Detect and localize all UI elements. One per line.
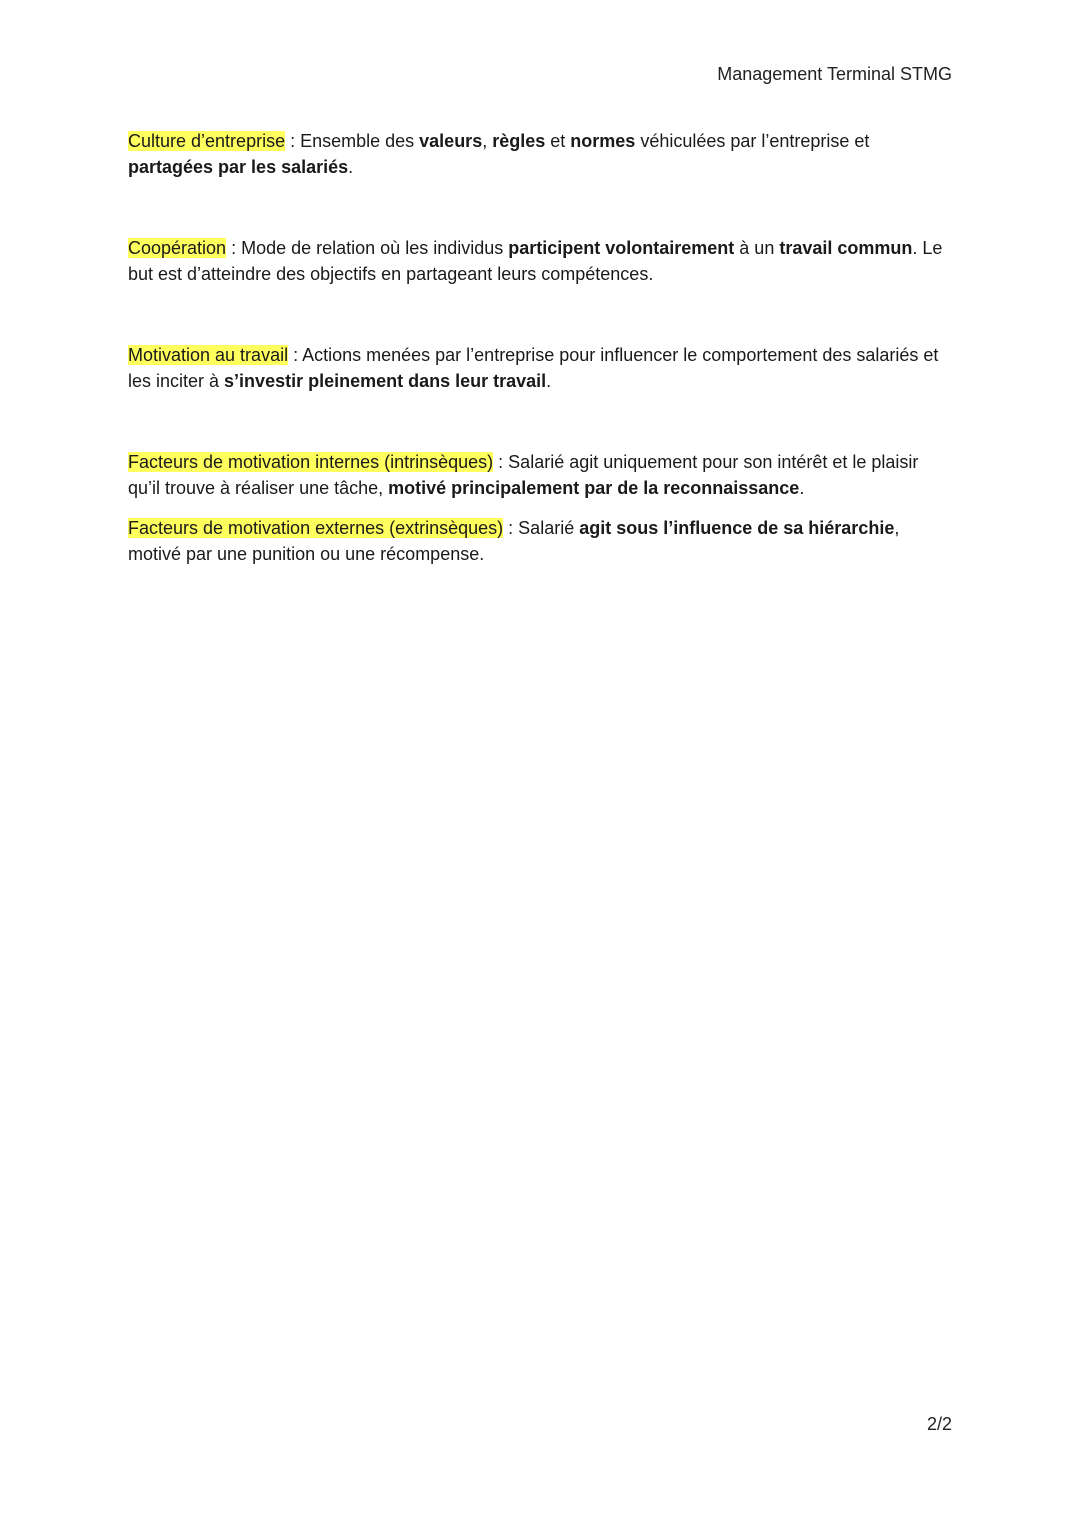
definition-bold-text: valeurs [419, 131, 483, 151]
definition-internal-factors [128, 449, 953, 501]
definition-text: . [799, 478, 805, 498]
definition-term: Motivation au travail [128, 345, 289, 365]
definition-bold-text: partagées par les salariés [128, 157, 349, 177]
definition-bold-text: participent volontairement [508, 238, 735, 258]
definition-text: , [482, 131, 493, 151]
definition-bold-text: agit sous l’influence de sa hiérarchie [579, 518, 895, 538]
definition-culture [128, 128, 953, 180]
definition-cooperation [128, 235, 953, 287]
definition-external-factors [128, 515, 953, 567]
page-header: Management Terminal STMG [717, 64, 952, 84]
definition-bold-text: s’investir pleinement dans leur travail [224, 371, 547, 391]
definition-term: Coopération [128, 238, 227, 258]
definition-text: . [546, 371, 552, 391]
definition-bold-text: règles [492, 131, 546, 151]
definition-text: : Ensemble des [285, 131, 420, 151]
definition-motivation [128, 342, 953, 394]
definition-text: à un [734, 238, 780, 258]
definition-bold-text: normes [570, 131, 636, 151]
definition-text: et [545, 131, 571, 151]
definition-term: Facteurs de motivation internes (intrinsèques) [128, 452, 494, 472]
definition-text: : Salarié agit uniquement pour son intérêt et le plaisir qu’il trouve à réaliser une tâche, [128, 452, 919, 498]
definition-text: . [348, 157, 354, 177]
definition-text: , motivé par une punition ou une récompense. [128, 518, 900, 564]
definition-text: : Actions menées par l’entreprise pour influencer le comportement des salariés et les inciter à [128, 345, 939, 391]
definition-bold-text: motivé principalement par de la reconnaissance [388, 478, 800, 498]
definition-term: Facteurs de motivation externes (extrinsèques) [128, 518, 504, 538]
definition-text: : Mode de relation où les individus [226, 238, 509, 258]
definition-text: véhiculées par l’entreprise et [635, 131, 870, 151]
page-number: 2/2 [926, 1414, 952, 1434]
definition-text: . Le but est d’atteindre des objectifs en partageant leurs compétences. [128, 238, 943, 284]
definition-bold-text: travail commun [779, 238, 913, 258]
definition-text: : Salarié [503, 518, 580, 538]
document-body [128, 128, 953, 567]
definition-term: Culture d’entreprise [128, 131, 286, 151]
